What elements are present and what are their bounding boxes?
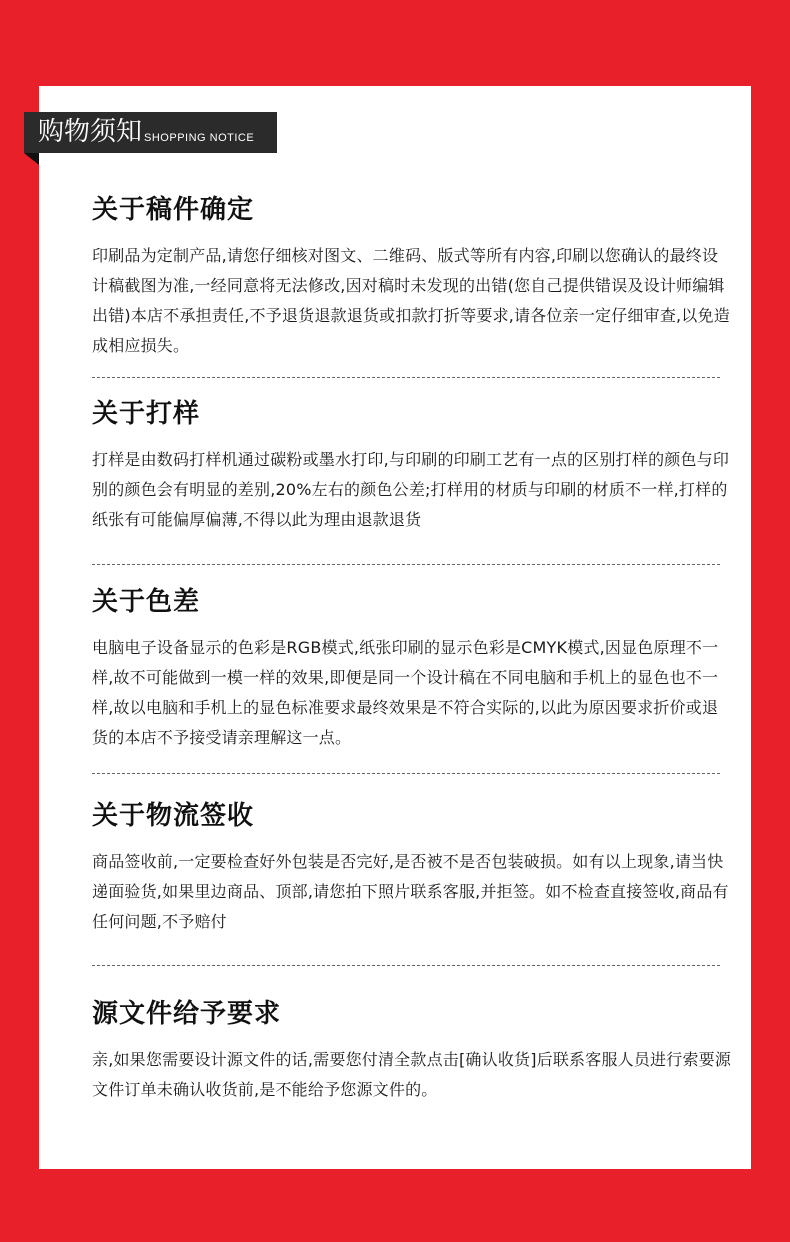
section-body: 打样是由数码打样机通过碳粉或墨水打印,与印刷的印刷工艺有一点的区别打样的颜色与印别的颜色会有明显的差别,20%左右的颜色公差;打样用的材质与印刷的材质不一样,打样的纸张有可能偏厚偏薄,不得以此为理由退款退货 [92, 450, 730, 529]
section-divider [92, 564, 720, 565]
section-body: 商品签收前,一定要检查好外包装是否完好,是否被不是否包装破损。如有以上现象,请当快递面验货,如果里边商品、顶部,请您拍下照片联系客服,并拒签。如不检查直接签收,商品有任何问题,不予赔付 [92, 852, 729, 931]
section-title: 关于打样 [92, 399, 201, 429]
section-divider [92, 965, 720, 966]
section-source-files [92, 997, 734, 1105]
notice-title: 购物须知 [38, 117, 143, 147]
section-logistics-receipt [92, 799, 734, 937]
section-artwork-confirmation [92, 193, 734, 361]
notice-subtitle: SHOPPING NOTICE [144, 132, 255, 144]
section-title: 源文件给予要求 [92, 999, 282, 1029]
section-title: 关于物流签收 [92, 801, 255, 831]
section-divider [92, 377, 720, 378]
section-body: 印刷品为定制产品,请您仔细核对图文、二维码、版式等所有内容,印刷以您确认的最终设计稿截图为准,一经同意将无法修改,因对稿时未发现的出错(您自己提供错误及设计师编辑出错)本店不承担责任,不予退货退款退货或扣款打折等要求,请各位亲一定仔细审查,以免造成相应损失。 [92, 246, 730, 355]
section-color-difference [92, 585, 734, 753]
section-title: 关于色差 [92, 587, 201, 617]
shopping-notice-tab [24, 112, 277, 153]
section-title: 关于稿件确定 [92, 195, 255, 225]
section-proofing [92, 397, 734, 535]
section-divider [92, 773, 720, 774]
section-body: 亲,如果您需要设计源文件的话,需要您付清全款点击[确认收货]后联系客服人员进行索要源文件订单未确认收货前,是不能给予您源文件的。 [92, 1050, 732, 1099]
section-body: 电脑电子设备显示的色彩是RGB模式,纸张印刷的显示色彩是CMYK模式,因显色原理不一样,故不可能做到一模一样的效果,即便是同一个设计稿在不同电脑和手机上的显色也不一样,故以电脑和手机上的显色标准要求最终效果是不符合实际的,以此为原因要求折价或退货的本店不予接受请亲理解这一点。 [92, 638, 719, 747]
tab-fold-shadow [24, 153, 39, 165]
